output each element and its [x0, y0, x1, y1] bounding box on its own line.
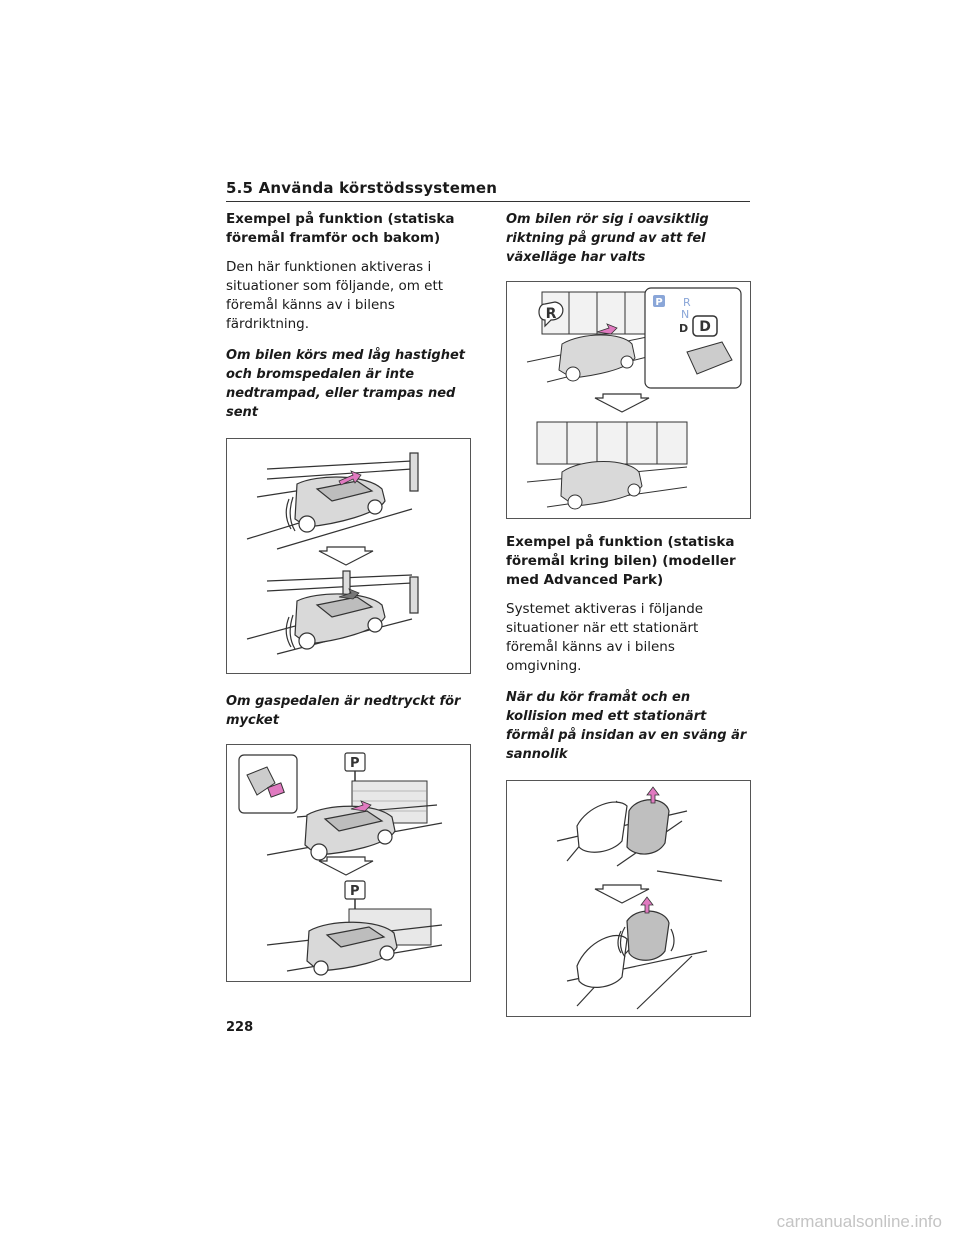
figure-accelerator — [226, 744, 471, 982]
gear-n-label: N — [681, 308, 690, 321]
subheading-accelerator: Om gaspedalen är nedtryckt för mycket — [226, 694, 461, 728]
figure-turn-collision — [506, 780, 751, 1017]
shift-r-bubble: R — [545, 306, 557, 322]
figure-wrong-gear — [506, 281, 751, 519]
subheading-turn-collision: När du kör framåt och en kollision med ett stationärt förmål på insidan av en sväng är sannolik — [506, 690, 747, 762]
subheading-wrong-gear: Om bilen rör sig i oavsiktlig riktning på grund av att fel växelläge har valts — [506, 212, 709, 265]
illustration-wrong-gear — [507, 282, 750, 518]
illustration-turn-collision — [507, 781, 750, 1016]
section-header — [226, 178, 750, 202]
page-number: 228 — [226, 1020, 254, 1035]
paragraph-around: Systemet aktiveras i följande situationer när ett stationärt föremål känns av i bilens omgivning. — [506, 601, 704, 674]
parking-sign-bottom: P — [350, 884, 360, 899]
illustration-low-speed — [227, 439, 470, 673]
gear-r-label: R — [683, 296, 691, 309]
paragraph-front-back: Den här funktionen aktiveras i situationer som följande, om ett föremål känns av i bilens färdriktning. — [226, 259, 444, 332]
left-column — [226, 210, 471, 982]
right-column — [506, 210, 751, 1017]
parking-sign-top: P — [350, 756, 360, 771]
figure-low-speed — [226, 438, 471, 674]
heading-static-around: Exempel på funktion (statiska föremål kring bilen) (modeller med Advanced Park) — [506, 534, 736, 588]
illustration-accelerator — [227, 745, 470, 981]
heading-static-front-back: Exempel på funktion (statiska föremål framför och bakom) — [226, 211, 455, 246]
gear-d-box: D — [699, 319, 711, 335]
gear-p-label: P — [655, 297, 663, 308]
section-title: 5.5 Använda körstödssystemen — [226, 179, 498, 197]
watermark[interactable]: carmanualsonline.info — [776, 1212, 942, 1231]
gear-d-label: D — [679, 322, 689, 335]
subheading-low-speed: Om bilen körs med låg hastighet och bromspedalen är inte nedtrampad, eller trampas ned sent — [226, 348, 466, 420]
